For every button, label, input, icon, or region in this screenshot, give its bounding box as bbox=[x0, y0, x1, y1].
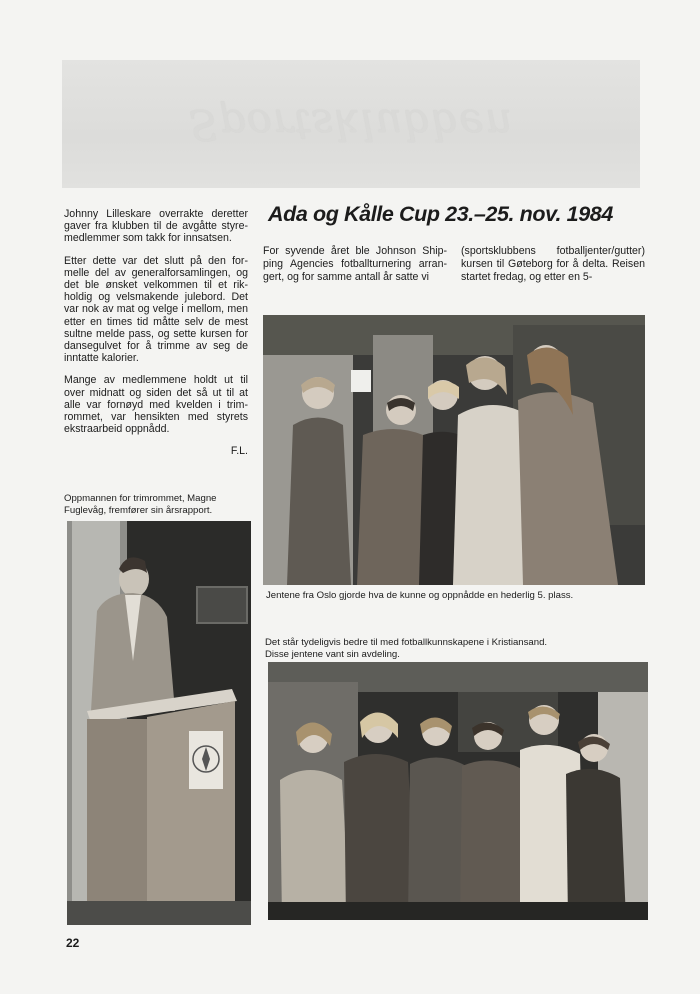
article-headline: Ada og Kålle Cup 23.–25. nov. 1984 bbox=[268, 202, 613, 226]
header-title-mirrored: Sportsklubben bbox=[188, 100, 514, 149]
kristiansand-caption-line-2: Disse jentene vant sin avdeling. bbox=[265, 649, 400, 660]
left-photo-caption: Oppmannen for trimrommet, Magne Fuglevåg, fremfører sin årsrapport. bbox=[64, 493, 217, 516]
kristiansand-caption-line-1: Det står tydeligvis bedre til med fotballkunnskapene i Kristiansand. bbox=[265, 637, 548, 648]
oslo-photo-caption: Jentene fra Oslo gjorde hva de kunne og oppnådde en hederlig 5. plass. bbox=[266, 590, 574, 601]
oslo-team-photo bbox=[263, 315, 645, 585]
speaker-photo bbox=[67, 521, 251, 925]
header-band bbox=[62, 60, 640, 188]
article-column-2: (sportsklubbens fotballjenter/gutter) kursen til Gøteborg for å delta. Reisen startet fredag, og etter en 5- bbox=[461, 245, 645, 283]
page-number: 22 bbox=[66, 936, 80, 950]
kristiansand-photo-caption bbox=[265, 637, 647, 661]
kristiansand-team-photo bbox=[268, 662, 648, 920]
left-paragraph-3: Mange av medlemmene holdt ut til over midnatt og siden det så ut til at alle var fornøyd med kvelden i trim-rommet, var hensikten med styrets ekstraarbeid oppnådd. bbox=[64, 374, 248, 436]
author-signature: F.L. bbox=[230, 445, 248, 458]
left-column-text bbox=[64, 208, 248, 468]
article-column-1: For syvende året ble Johnson Ship-ping Agencies fotballturnering arran-gert, og for samme antall år satte vi bbox=[263, 245, 447, 283]
left-paragraph-1: Johnny Lilleskare overrakte deretter gaver fra klubben til de avgåtte styre-medlemmer som takk for innsatsen. bbox=[64, 208, 248, 245]
left-paragraph-2: Etter dette var det slutt på den for-melle del av generalforsamlingen, og det ble ønsket velkommen til et rik-holdig og velsmakende julebord. Det var nok av mat og velge i mellom, men etter en times tid måtte selv de mest sultne melde pass, og sette kursen for dansegulvet for å trimme av seg de inntatte kalorier. bbox=[64, 254, 248, 365]
